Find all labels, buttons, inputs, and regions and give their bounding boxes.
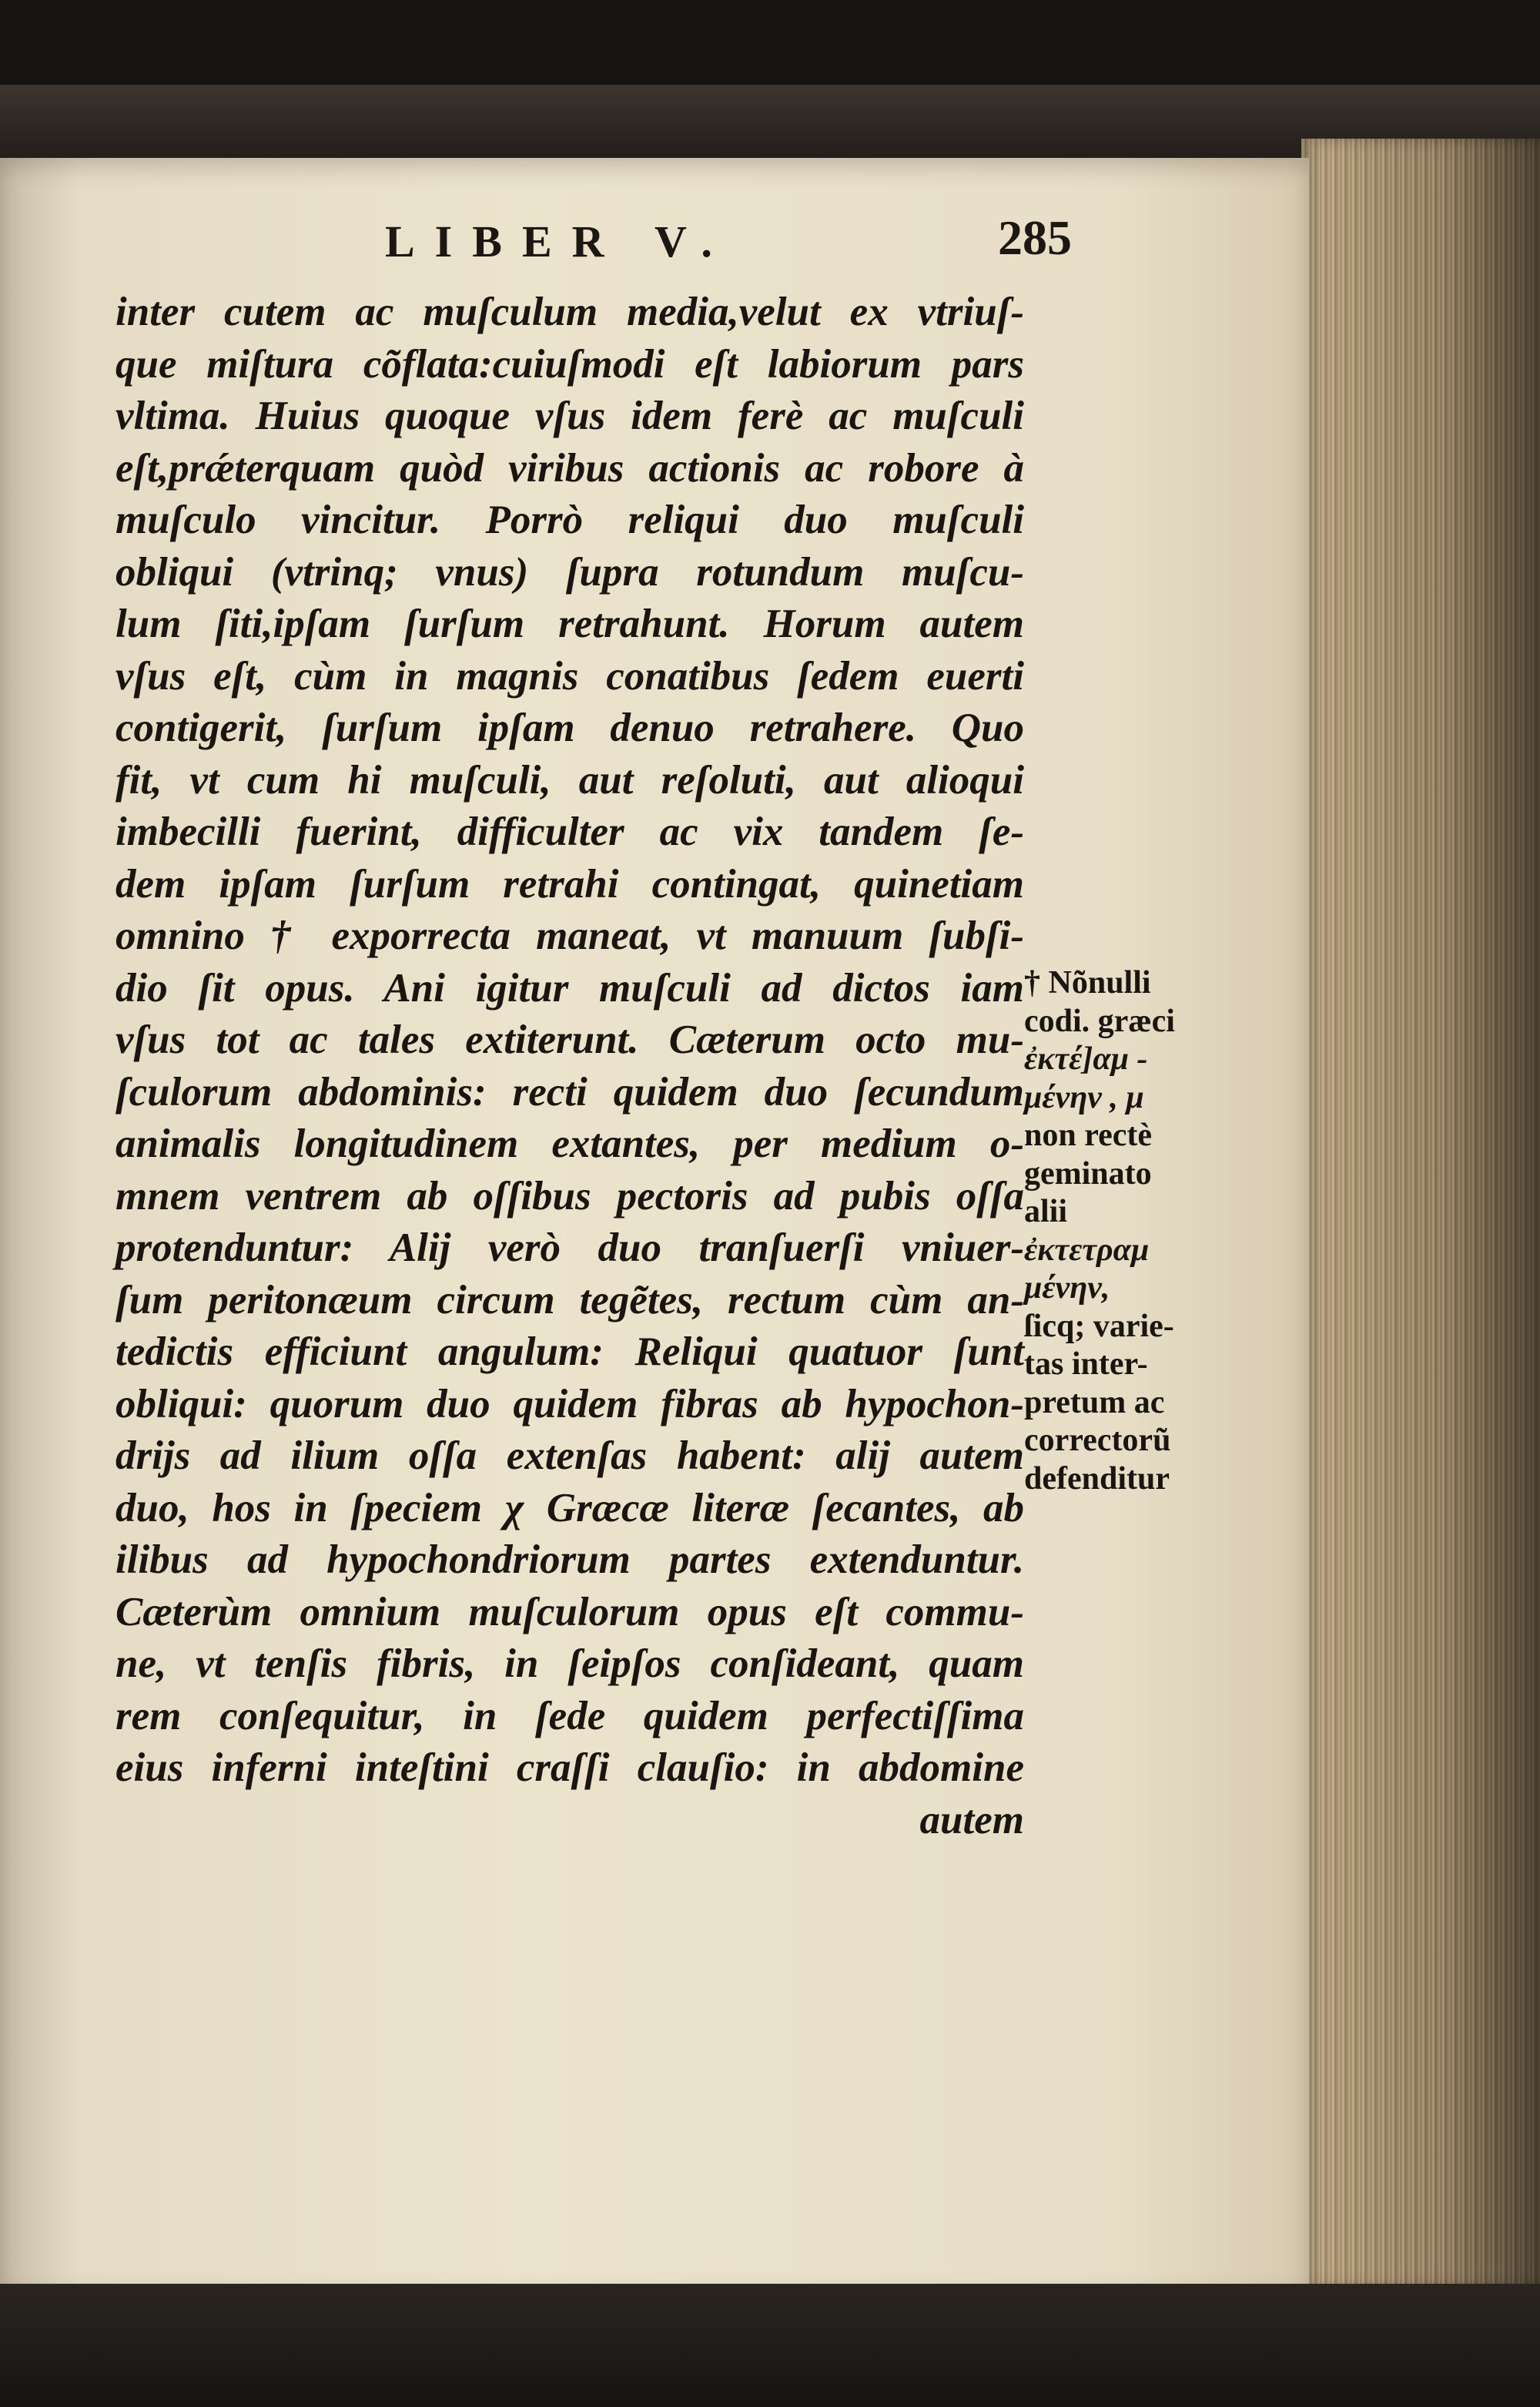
text-line: ne, vt tenſis fibris, in ſeipſos conſideant, quam: [116, 1641, 1024, 1686]
text-line: contigerit, ſurſum ipſam denuo retrahere. Quo: [116, 706, 1024, 750]
note-line: ἐκτετραμ: [1024, 1232, 1150, 1268]
text-line: ſculorum abdominis: recti quidem duo ſecundum: [116, 1069, 1024, 1115]
text-line: duo, hos in ſpeciem χ Græcæ literæ ſecantes, ab: [116, 1485, 1024, 1530]
running-title: LIBER V.: [385, 216, 732, 267]
note-line: ἐκτέ]αμ -: [1024, 1041, 1148, 1077]
note-line: pretum ac: [1024, 1384, 1165, 1420]
note-line: non rectè: [1024, 1118, 1153, 1153]
catchword: autem: [919, 1797, 1024, 1842]
text-line: obliqui (vtrinq; vnus) ſupra rotundum muſcu-: [116, 549, 1024, 595]
binding-bottom: [0, 2284, 1540, 2407]
text-line: imbecilli fuerint, difficulter ac vix tandem ſe-: [116, 810, 1024, 854]
text-line: drijs ad ilium oſſa extenſas habent: alij autem: [116, 1433, 1024, 1478]
note-line: † Nõnulli: [1024, 965, 1151, 1001]
note-line: geminato: [1024, 1155, 1152, 1192]
note-line: correctorũ: [1024, 1423, 1171, 1458]
note-line: tas inter-: [1024, 1346, 1148, 1382]
text-line: Cæterùm omnium muſculorum opus eſt commu-: [116, 1589, 1024, 1634]
marginal-note: [1024, 964, 1224, 1498]
text-line: eſt,prǽterquam quòd viribus actionis ac robore à: [116, 445, 1024, 491]
text-line: protenduntur: Alij verò duo tranſuerſi vniuer-: [116, 1225, 1024, 1270]
text-line: mnem ventrem ab oſſibus pectoris ad pubis oſſa: [116, 1173, 1024, 1219]
note-line: codi. græci: [1024, 1003, 1175, 1039]
note-line: defenditur: [1024, 1460, 1170, 1497]
text-line: vſus eſt, cùm in magnis conatibus ſedem euerti: [116, 653, 1024, 699]
text-line: rem conſequitur, in ſede quidem perfectiſſima: [116, 1693, 1024, 1738]
note-line: μένην , μ: [1024, 1079, 1144, 1115]
page-number: 285: [998, 210, 1072, 265]
text-line: eius inferni inteſtini craſſi clauſio: in abdomine: [116, 1745, 1024, 1790]
main-text-block: [116, 287, 1024, 1846]
page-edges-shade: [1301, 139, 1540, 2288]
text-line: vltima. Huius quoque vſus idem ferè ac muſculi: [116, 394, 1024, 438]
text-line: ilibus ad hypochondriorum partes extenduntur.: [116, 1537, 1024, 1582]
note-line: μένην,: [1024, 1270, 1110, 1306]
text-line: lum ſiti,ipſam ſurſum retrahunt. Horum autem: [116, 602, 1024, 646]
note-line: alii: [1024, 1194, 1068, 1229]
text-line: vſus tot ac tales extiterunt. Cæterum octo mu-: [116, 1017, 1024, 1062]
text-line: muſculo vincitur. Porrò reliqui duo muſculi: [116, 498, 1024, 542]
text-line: animalis longitudinem extantes, per medium o-: [116, 1121, 1024, 1166]
text-line: fit, vt cum hi muſculi, aut reſoluti, aut alioqui: [116, 757, 1024, 803]
text-line: dem ipſam ſurſum retrahi contingat, quinetiam: [116, 861, 1024, 907]
text-line: inter cutem ac muſculum media,velut ex vtriuſ-: [116, 290, 1024, 334]
text-line: obliqui: quorum duo quidem fibras ab hypochon-: [116, 1381, 1024, 1426]
note-line: ſicq; varie-: [1024, 1308, 1174, 1344]
text-line: dio ſit opus. Ani igitur muſculi ad dictos iam: [116, 965, 1024, 1011]
text-line: tedictis efficiunt angulum: Reliqui quatuor ſunt: [116, 1329, 1024, 1374]
text-line: ſum peritonæum circum tegẽtes, rectum cùm an-: [116, 1277, 1024, 1323]
text-line: omnino † exporrecta maneat, vt manuum ſubſi-: [116, 914, 1024, 958]
text-line: que miſtura cõflata:cuiuſmodi eſt labiorum pars: [116, 341, 1024, 387]
